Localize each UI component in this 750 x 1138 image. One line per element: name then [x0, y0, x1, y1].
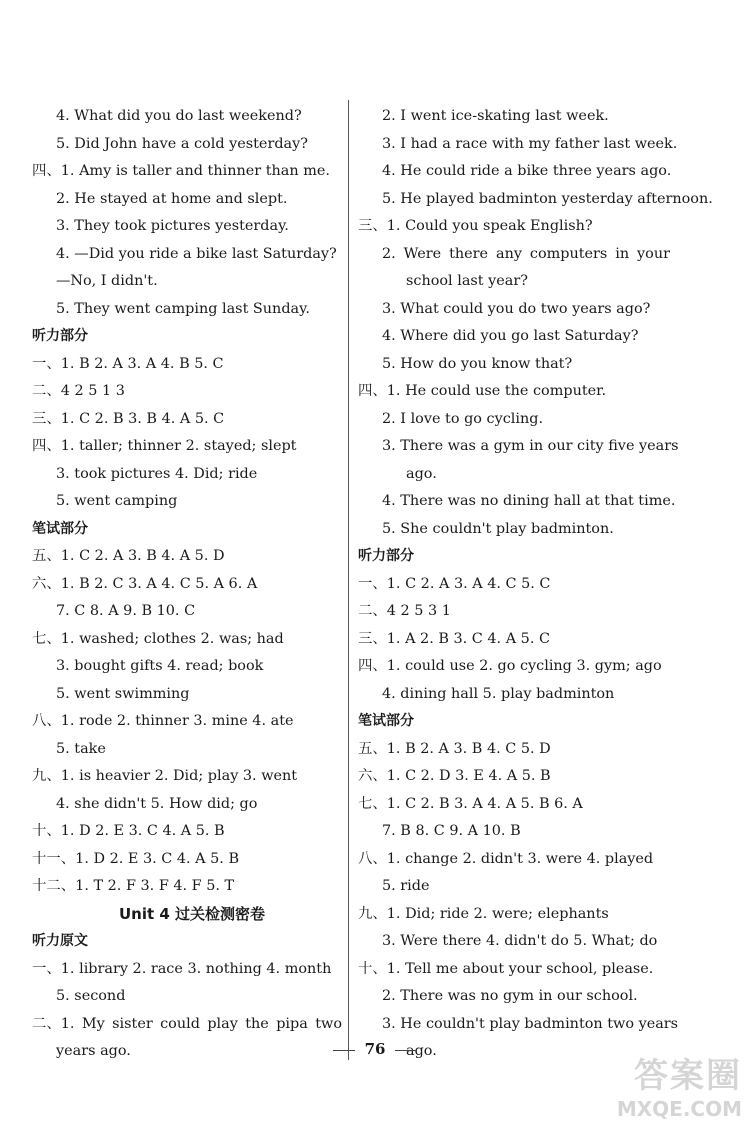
answer-line: 5. second [56, 988, 126, 1004]
answer-line: 4. He could ride a bike three years ago. [382, 163, 672, 179]
left-column [32, 103, 342, 1066]
watermark-url: MXQE.COM [616, 1097, 742, 1121]
answer-line: 5. take [56, 740, 106, 757]
section-heading: 听力部分 [32, 328, 88, 344]
answer-line: 三、1. Could you speak English? [358, 218, 593, 234]
answer-line: 四、1. taller; thinner 2. stayed; slept [32, 438, 297, 454]
answer-line: 5. She couldn't play badminton. [382, 520, 614, 537]
answer-line: 5. He played badminton yesterday afternoon. [382, 190, 713, 207]
answer-line: 十一、1. D 2. E 3. C 4. A 5. B [32, 850, 240, 867]
column-divider [348, 100, 349, 1060]
page-number: 76 [0, 1040, 750, 1058]
answer-line: 7. C 8. A 9. B 10. C [56, 603, 196, 619]
answer-line: 九、1. is heavier 2. Did; play 3. went [32, 768, 298, 784]
answer-line: years ago. [56, 1043, 131, 1059]
section-heading: 听力原文 [32, 933, 88, 949]
answer-line: 四、1. He could use the computer. [358, 383, 607, 399]
answer-line: 3. They took pictures yesterday. [56, 218, 289, 234]
answer-line: ago. [406, 1043, 437, 1059]
answer-line: 5. went camping [56, 493, 178, 509]
answer-line: 5. went swimming [56, 685, 190, 702]
answer-line: 3. I had a race with my father last week. [382, 135, 678, 152]
answer-line: 2. He stayed at home and slept. [56, 190, 288, 207]
answer-line: 3. He couldn't play badminton two years [382, 1015, 679, 1032]
answer-line: 5. ride [382, 878, 430, 894]
answer-line: 五、1. C 2. A 3. B 4. A 5. D [32, 548, 225, 564]
answer-line: 三、1. A 2. B 3. C 4. A 5. C [358, 630, 550, 647]
answer-line: 十、1. Tell me about your school, please. [358, 960, 654, 977]
answer-line: 三、1. C 2. B 3. B 4. A 5. C [32, 410, 225, 427]
answer-line: 3. There was a gym in our city five years [382, 438, 679, 454]
answer-line: —No, I didn't. [56, 273, 158, 289]
answer-line: 3. took pictures 4. Did; ride [56, 465, 258, 482]
right-column [358, 103, 713, 1066]
answer-line: 4. she didn't 5. How did; go [56, 795, 258, 812]
answer-line: 八、1. change 2. didn't 3. were 4. played [358, 850, 654, 867]
answer-line: 2. I love to go cycling. [382, 410, 544, 427]
answer-line: 4. There was no dining hall at that time. [382, 493, 676, 509]
answer-line: 一、1. library 2. race 3. nothing 4. month [32, 960, 332, 977]
answer-line: 十、1. D 2. E 3. C 4. A 5. B [32, 823, 225, 839]
answer-line: ago. [406, 465, 437, 482]
answer-line: school last year? [406, 273, 528, 289]
answer-line: 4. —Did you ride a bike last Saturday? [56, 245, 337, 262]
watermark-text: 答案圈 [634, 1056, 742, 1096]
answer-line: 七、1. C 2. B 3. A 4. A 5. B 6. A [358, 795, 583, 812]
answer-line: 2. Were there any computers in your [382, 245, 670, 262]
unit-title: Unit 4 过关检测密卷 [118, 904, 266, 923]
answer-line: 一、1. C 2. A 3. A 4. C 5. C [358, 575, 551, 592]
answer-line: 二、4 2 5 3 1 [358, 603, 451, 619]
answer-line: 六、1. B 2. C 3. A 4. C 5. A 6. A [32, 575, 258, 592]
answer-line: 4. dining hall 5. play badminton [382, 685, 615, 702]
answer-line: 二、4 2 5 1 3 [32, 383, 125, 399]
answer-line: 八、1. rode 2. thinner 3. mine 4. ate [32, 713, 294, 729]
section-heading: 笔试部分 [32, 520, 88, 537]
answer-line: 5. They went camping last Sunday. [56, 300, 310, 317]
answer-line: 一、1. B 2. A 3. A 4. B 5. C [32, 355, 224, 372]
watermark-logo [602, 1056, 742, 1132]
answer-line: 3. Were there 4. didn't do 5. What; do [382, 933, 658, 949]
answer-line: 五、1. B 2. A 3. B 4. C 5. D [358, 740, 551, 757]
answer-line: 2. There was no gym in our school. [382, 988, 638, 1004]
answer-line: 4. Where did you go last Saturday? [382, 328, 639, 344]
answer-line: 2. I went ice-skating last week. [382, 108, 609, 124]
answer-line: 六、1. C 2. D 3. E 4. A 5. B [358, 768, 551, 784]
answer-line: 5. Did John have a cold yesterday? [56, 135, 308, 152]
answer-line: 二、1. My sister could play the pipa two [32, 1015, 342, 1032]
answer-line: 十二、1. T 2. F 3. F 4. F 5. T [32, 878, 235, 894]
answer-line: 四、1. Amy is taller and thinner than me. [32, 163, 330, 179]
answer-line: 4. What did you do last weekend? [56, 108, 302, 124]
answer-line: 九、1. Did; ride 2. were; elephants [358, 905, 609, 922]
answer-line: 7. B 8. C 9. A 10. B [382, 823, 521, 839]
answer-line: 七、1. washed; clothes 2. was; had [32, 630, 284, 647]
answer-line: 5. How do you know that? [382, 355, 573, 372]
section-heading: 笔试部分 [358, 713, 414, 729]
answer-line: 四、1. could use 2. go cycling 3. gym; ago [358, 658, 662, 674]
answer-line: 3. bought gifts 4. read; book [56, 658, 264, 674]
answer-line: 3. What could you do two years ago? [382, 300, 651, 317]
section-heading: 听力部分 [358, 548, 414, 564]
